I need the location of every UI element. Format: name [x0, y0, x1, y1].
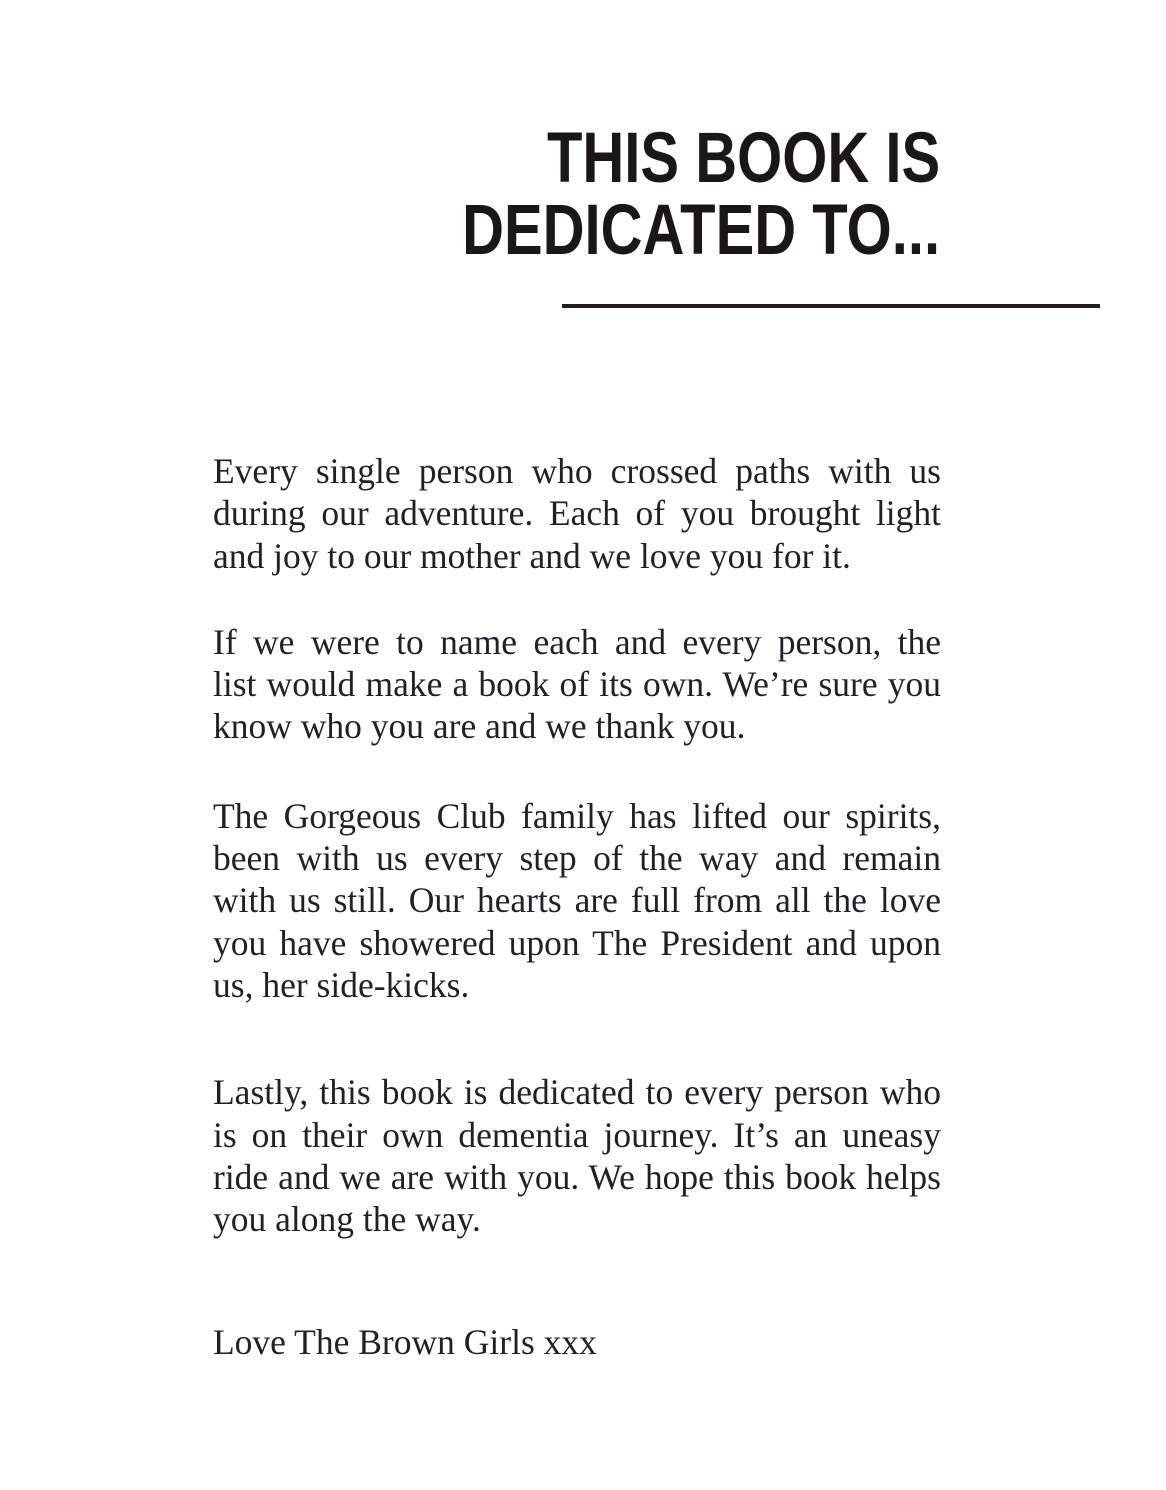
- text-line: with us still. Our hearts are full from all the love: [213, 880, 941, 921]
- text-line: list would make a book of its own. We’re sure you: [213, 664, 941, 705]
- text-line: and joy to our mother and we love you for it.: [213, 535, 851, 576]
- text-line: is on their own dementia journey. It’s an uneasy: [213, 1114, 941, 1155]
- text-line: ride and we are with you. We hope this book helps: [213, 1156, 941, 1197]
- text-line: you have showered upon The President and upon: [213, 922, 941, 963]
- paragraph: [213, 450, 941, 577]
- text-line: been with us every step of the way and remain: [213, 838, 941, 879]
- title-line-1: THIS BOOK IS: [546, 119, 940, 198]
- text-line: us, her side-kicks.: [213, 964, 470, 1005]
- title-line-2: DEDICATED TO...: [461, 191, 940, 270]
- text-line: Lastly, this book is dedicated to every person who: [213, 1072, 941, 1113]
- title-underline-rule: [562, 304, 1100, 308]
- paragraph: [213, 621, 941, 748]
- text-line: know who you are and we thank you.: [213, 706, 746, 747]
- text-line: If we were to name each and every person, the: [213, 621, 941, 662]
- paragraph: [213, 1071, 941, 1240]
- text-line: you along the way.: [213, 1199, 481, 1240]
- text-line: Every single person who crossed paths with us: [213, 451, 941, 491]
- paragraph: [213, 795, 941, 1006]
- signature-line: Love The Brown Girls xxx: [213, 1322, 597, 1362]
- dedication-body: [213, 450, 941, 1240]
- text-line: during our adventure. Each of you brought light: [213, 493, 941, 534]
- text-line: The Gorgeous Club family has lifted our spirits,: [213, 795, 941, 836]
- page-title: [461, 119, 940, 270]
